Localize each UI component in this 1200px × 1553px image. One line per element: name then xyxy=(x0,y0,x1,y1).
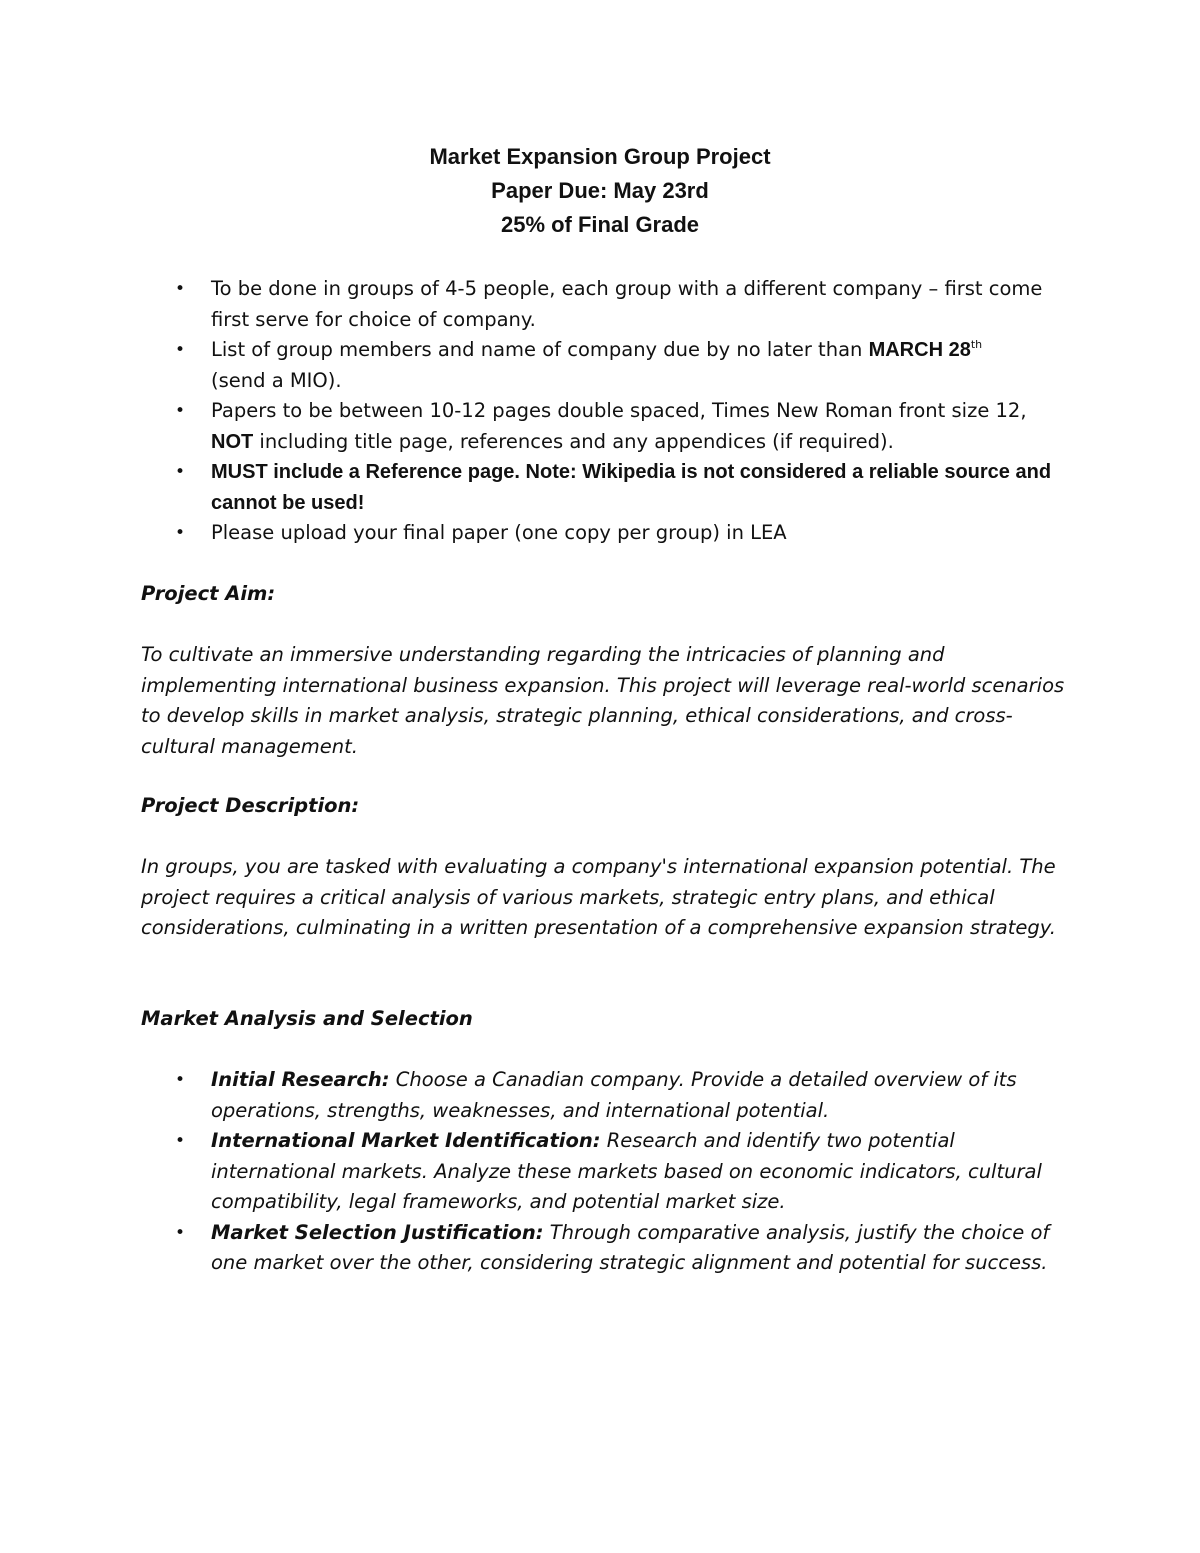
project-description-heading: Project Description: xyxy=(141,794,360,817)
list-item: • Market Selection Justification: Through comparative analysis, justify the choice of one market over the other, considering strategic alignment and potential for success. xyxy=(141,1218,1071,1279)
list-item: • Papers to be between 10-12 pages double spaced, Times New Roman front size 12, NOT including title page, references and any appendices (if required). xyxy=(141,396,1071,457)
bullet-icon: • xyxy=(175,279,186,299)
reference-requirement: MUST include a Reference page. Note: Wikipedia is not considered a reliable source and cannot be used! xyxy=(211,461,1052,514)
bullet-icon: • xyxy=(175,523,186,543)
grade-weight: 25% of Final Grade xyxy=(500,212,700,237)
document-header xyxy=(0,140,1200,242)
item-label: Market Selection Justification: xyxy=(211,1220,544,1244)
market-analysis-list xyxy=(141,1065,1071,1279)
list-item: • List of group members and name of company due by no later than MARCH 28th (send a MIO). xyxy=(141,335,1071,396)
item-label: International Market Identification: xyxy=(211,1129,601,1152)
item-label: Initial Research: xyxy=(211,1068,390,1091)
due-date: Paper Due: May 23rd xyxy=(491,178,709,203)
market-analysis-heading: Market Analysis and Selection xyxy=(141,1007,473,1030)
list-item: • Please upload your final paper (one copy per group) in LEA xyxy=(141,518,1071,549)
project-aim-text: To cultivate an immersive understanding regarding the intricacies of planning and implementing international business expansion. This project will leverage real-world scenarios to develop skills in market analysis, strategic planning, ethical considerations, and cross-cultural management. xyxy=(141,643,1065,758)
bullet-icon: • xyxy=(175,340,186,360)
bullet-icon: • xyxy=(175,1070,186,1090)
project-description-text: In groups, you are tasked with evaluating a company's international expansion potential. The project requires a critical analysis of various markets, strategic entry plans, and ethical considerations, culminating in a written presentation of a comprehensive expansion strategy. xyxy=(141,855,1056,939)
project-aim-section xyxy=(141,579,1071,762)
project-aim-heading: Project Aim: xyxy=(141,582,276,605)
bullet-icon: • xyxy=(175,401,186,421)
requirements-section xyxy=(141,274,1071,549)
list-item: • To be done in groups of 4-5 people, each group with a different company – first come first serve for choice of company. xyxy=(141,274,1071,335)
bullet-icon: • xyxy=(175,1222,186,1243)
market-analysis-section xyxy=(141,1004,1071,1279)
requirements-list xyxy=(141,274,1071,549)
deadline-date: MARCH 28 xyxy=(868,339,971,361)
list-item xyxy=(141,457,1071,518)
bullet-icon: • xyxy=(175,1131,186,1151)
list-item: • Initial Research: Choose a Canadian company. Provide a detailed overview of its operations, strengths, weaknesses, and international potential. xyxy=(141,1065,1071,1126)
project-description-section xyxy=(141,791,1071,944)
bullet-icon: • xyxy=(175,462,186,482)
list-item: • International Market Identification: Research and identify two potential international markets. Analyze these markets based on economic indicators, cultural compatibility, legal frameworks, and potential market size. xyxy=(141,1126,1071,1218)
document-title: Market Expansion Group Project xyxy=(429,144,771,169)
